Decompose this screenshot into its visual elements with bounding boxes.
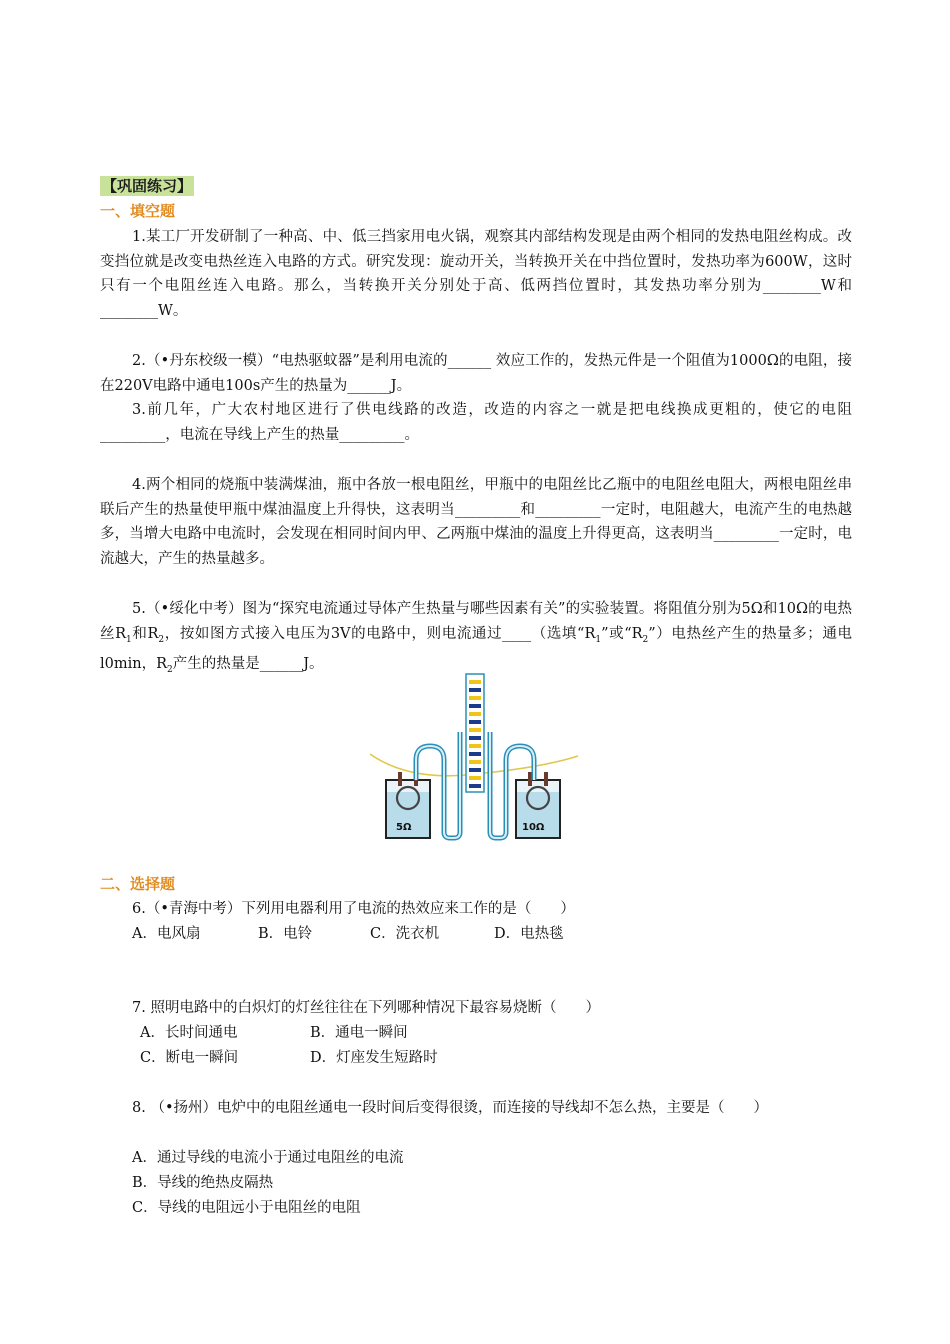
question-3: 3.前几年，广大农村地区进行了供电线路的改造，改造的内容之一就是把电线换成更粗的，使它的电阻_________，电流在导线上产生的热量_________。 bbox=[100, 402, 852, 443]
q6-option-b[interactable]: B．电铃 bbox=[258, 926, 313, 942]
question-1: 1.某工厂开发研制了一种高、中、低三挡家用电火锅，观察其内部结构发现是由两个相同的发热电阻丝构成。改变挡位就是改变电热丝连入电路的方式。研究发现：旋动开关，当转换开关在中挡位置时，发热功率为600W，这时只有一个电阻丝连入电路。那么，当转换开关分别处于高、低两挡位置时，其发热功率分别为________W和________W。 bbox=[100, 229, 852, 319]
experiment-apparatus-figure bbox=[370, 672, 580, 842]
q6-option-d[interactable]: D．电热毯 bbox=[494, 926, 564, 942]
heading-choice: 二、选择题 bbox=[100, 875, 176, 893]
question-8: 8. （•扬州）电炉中的电阻丝通电一段时间后变得很烫，而连接的导线却不怎么热，主要是（ ） bbox=[132, 1100, 768, 1116]
scale-mark bbox=[469, 752, 481, 756]
right-resistor-label: 10Ω bbox=[522, 822, 545, 833]
q8-option-a[interactable]: A．通过导线的电流小于通过电阻丝的电流 bbox=[132, 1150, 404, 1166]
q7-option-b[interactable]: B．通电一瞬间 bbox=[310, 1025, 408, 1041]
scale-mark bbox=[469, 736, 481, 740]
right-terminal-b bbox=[544, 772, 548, 786]
question-7: 7. 照明电路中的白炽灯的灯丝往往在下列哪种情况下最容易烧断（ ） bbox=[132, 1000, 600, 1016]
right-terminal-a bbox=[528, 772, 532, 786]
scale-mark bbox=[469, 720, 481, 724]
left-terminal-a bbox=[398, 772, 402, 786]
q6-option-a[interactable]: A．电风扇 bbox=[132, 926, 201, 942]
question-6: 6.（•青海中考）下列用电器利用了电流的热效应来工作的是（ ） bbox=[132, 901, 575, 917]
scale-mark bbox=[469, 688, 481, 692]
question-5: 5.（•绥化中考）图为“探究电流通过导体产生热量与哪些因素有关”的实验装置。将阻值分别为5Ω和10Ω的电热丝$R_1$和$R_2$，按如图方式接入电压为3V的电路中，则电流通过____（选填“$R_1$”或“$R_2$”）电热丝产生的热量多；通电l0min，$R_2$产生的热量是______J。 bbox=[100, 601, 852, 675]
scale-mark bbox=[469, 744, 481, 748]
question-7-options-row1 bbox=[140, 1021, 408, 1046]
heading-fill-in: 一、填空题 bbox=[100, 202, 176, 220]
q7-option-d[interactable]: D．灯座发生短路时 bbox=[310, 1050, 438, 1066]
left-resistor-label: 5Ω bbox=[396, 822, 412, 833]
question-4: 4.两个相同的烧瓶中装满煤油，瓶中各放一根电阻丝，甲瓶中的电阻丝比乙瓶中的电阻丝电阻大，两根电阻丝串联后产生的热量使甲瓶中煤油温度上升得快，这表明当_________和_________一定时，电阻越大，电流产生的电热越多，当增大电路中电流时，会发现在相同时间内甲、乙两瓶中煤油的温度上升得更高，这表明当_________一定时，电流越大，产生的热量越多。 bbox=[100, 477, 852, 567]
q8-option-b[interactable]: B．导线的绝热皮隔热 bbox=[132, 1175, 274, 1191]
question-6-options bbox=[132, 922, 564, 947]
q7-option-c[interactable]: C．断电一瞬间 bbox=[140, 1050, 239, 1066]
section-tag: 【巩固练习】 bbox=[102, 177, 193, 195]
scale-mark bbox=[469, 680, 481, 684]
q7-option-a[interactable]: A．长时间通电 bbox=[140, 1025, 238, 1041]
scale-mark bbox=[469, 728, 481, 732]
scale-mark bbox=[469, 768, 481, 772]
scale-mark bbox=[469, 760, 481, 764]
question-2: 2.（•丹东校级一模）“电热驱蚊器”是利用电流的______ 效应工作的，发热元件是一个阻值为1000Ω的电阻，接在220V电路中通电100s产生的热量为______J。 bbox=[100, 353, 852, 394]
question-7-options-row2 bbox=[140, 1046, 438, 1071]
scale-mark bbox=[469, 712, 481, 716]
scale-mark bbox=[469, 784, 481, 788]
scale-mark bbox=[469, 776, 481, 780]
q8-option-c[interactable]: C．导线的电阻远小于电阻丝的电阻 bbox=[132, 1200, 361, 1216]
q6-option-c[interactable]: C．洗衣机 bbox=[370, 926, 440, 942]
scale-mark bbox=[469, 696, 481, 700]
scale-mark bbox=[469, 704, 481, 708]
